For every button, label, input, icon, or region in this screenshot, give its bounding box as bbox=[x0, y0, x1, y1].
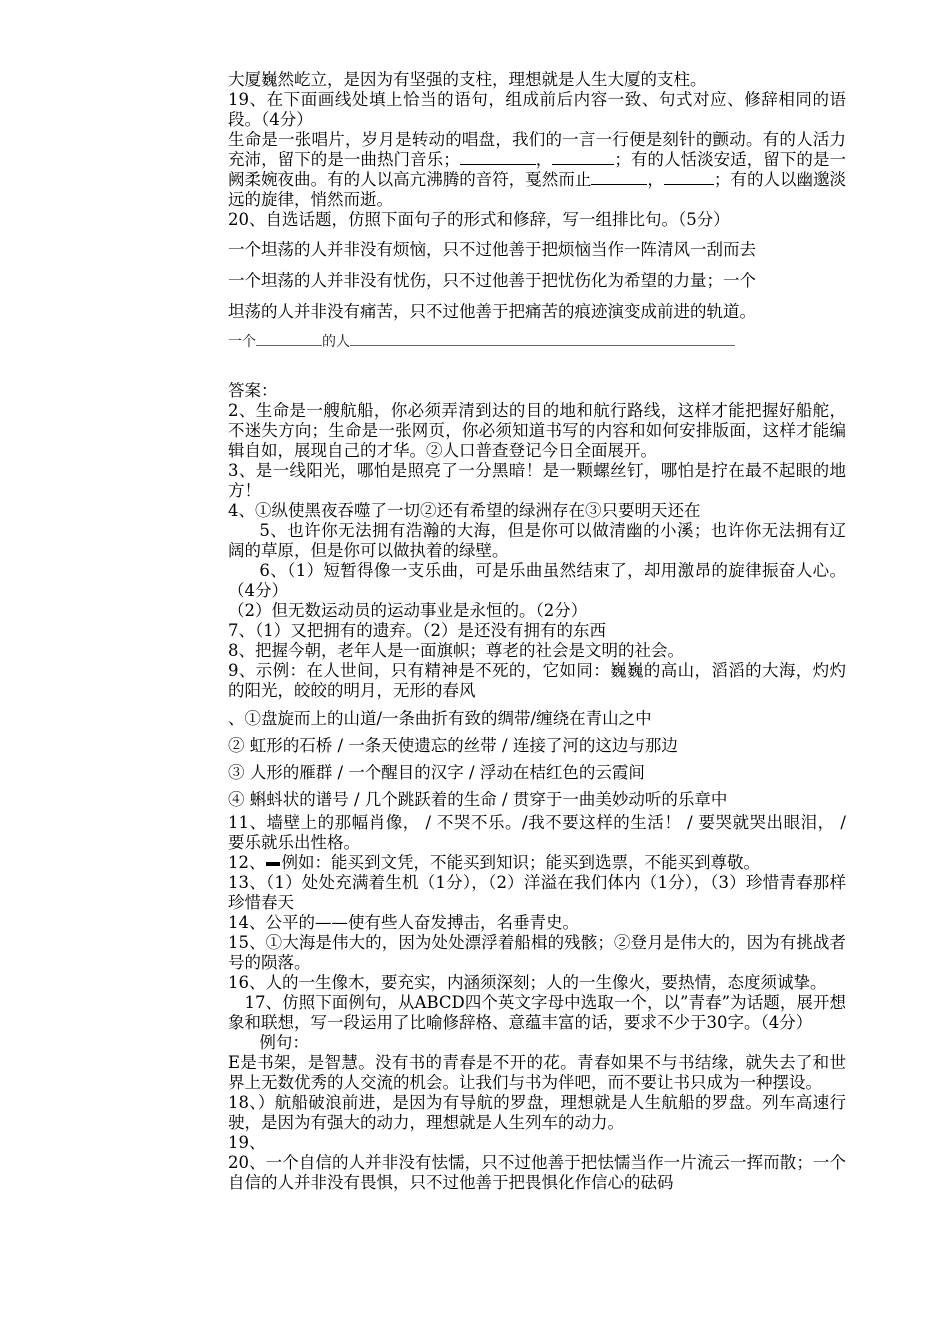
answer-7: 7、（1）又把拥有的遗弃。（2）是还没有拥有的东西 bbox=[228, 621, 606, 640]
q20-title: 20、自选话题，仿照下面句子的形式和修辞，写一组排比句。（5分） bbox=[228, 210, 730, 229]
q19-text-2: ；有的人恬淡安适，留下的是一阙柔婉夜曲。有的人以高亢沸腾的音符，戛然而止 bbox=[228, 150, 847, 189]
answer-14: 14、公平的——使有些人奋发搏击，名垂青史。 bbox=[228, 913, 579, 932]
answer-15: 15、①大海是伟大的，因为处处漂浮着船楫的残骸；②登月是伟大的，因为有挑战者号的陨落。 bbox=[228, 933, 846, 972]
q19-title: 19、在下面画线处填上恰当的语句，组成前后内容一致、句式对应、修辞相同的语段。（4分） bbox=[228, 90, 846, 129]
q20-template bbox=[228, 327, 846, 357]
intro-line: 大厦巍然屹立，是因为有坚强的支柱，理想就是人生大厦的支柱。 bbox=[228, 70, 707, 89]
q20-blank-topic[interactable] bbox=[256, 333, 322, 346]
answer-12 bbox=[228, 853, 846, 873]
q19-text-3: ；有的人以幽邈淡远的旋律，悄然而逝。 bbox=[228, 170, 847, 209]
q20-example-3: 坦荡的人并非没有痛苦，只不过他善于把痛苦的痕迹演变成前进的轨道。 bbox=[228, 302, 756, 321]
document-page bbox=[228, 70, 846, 1193]
answer-13: 13、（1）处处充满着生机（1分），（2）洋溢在我们体内（1分），（3）珍惜青春那样珍惜春天 bbox=[228, 873, 846, 912]
q19-comma-2: ， bbox=[647, 170, 664, 189]
answer-8: 8、把握今朝，老年人是一面旗帜；尊老的社会是文明的社会。 bbox=[228, 641, 684, 660]
q19-blank-3[interactable] bbox=[591, 170, 647, 185]
answer-20: 20、一个自信的人并非没有怯懦，只不过他善于把怯懦当作一片流云一挥而散；一个自信的人并非没有畏惧，只不过他善于把畏惧化作信心的砝码 bbox=[228, 1153, 846, 1192]
answer-9: 9、示例：在人世间，只有精神是不死的，它如同：巍巍的高山，滔滔的大海，灼灼的阳光，皎皎的明月，无形的春风 bbox=[228, 661, 846, 700]
q19-body bbox=[228, 130, 846, 210]
answer-2: 2、生命是一艘航船，你必须弄清到达的目的地和航行路线，这样才能把握好船舵，不迷失方向；生命是一张网页，你必须知道书写的内容和如何安排版面，这样才能编辑自如，展现自己的才华。②人口普查登记今日全面展开。 bbox=[228, 401, 846, 460]
q20-example-2: 一个坦荡的人并非没有忧伤，只不过他善于把忧伤化为希望的力量；一个 bbox=[228, 271, 756, 290]
q20-template-b: 的人 bbox=[322, 334, 350, 350]
answer-12-text: 例如：能买到文凭，不能买到知识；能买到选票，不能买到尊敬。 bbox=[281, 853, 760, 872]
q19-text-1: 生命是一张唱片，岁月是转动的唱盘，我们的一言一行便是刻针的颤动。有的人活力充沛，留下的是一曲热门音乐； bbox=[228, 130, 846, 169]
q20-template-a: 一个 bbox=[228, 334, 256, 350]
q20-blank-sentence[interactable] bbox=[350, 333, 735, 346]
answer-10-line-3: ③ 人形的雁群 / 一个醒目的汉字 / 浮动在桔红色的云霞间 bbox=[228, 763, 645, 782]
answer-12-number: 12、 bbox=[228, 853, 266, 872]
answer-17: 17、仿照下面例句，从ABCD四个英文字母中选取一个，以”青春”为话题，展开想象和联想，写一段运用了比喻修辞格、意蕴丰富的话，要求不少于30字。（4分） bbox=[228, 993, 846, 1032]
q19-blank-2[interactable] bbox=[552, 150, 614, 165]
answer-19: 19、 bbox=[228, 1133, 266, 1152]
answer-10-line-4: ④ 蝌蚪状的谱号 / 几个跳跃着的生命 / 贯穿于一曲美妙动听的乐章中 bbox=[228, 790, 728, 809]
answer-4: 4、①纵使黑夜吞噬了一切②还有希望的绿洲存在③只要明天还在 bbox=[228, 501, 701, 520]
q19-blank-4[interactable] bbox=[664, 170, 714, 185]
answer-5: 5、也许你无法拥有浩瀚的大海，但是你可以做清幽的小溪；也许你无法拥有辽阔的草原，但是你可以做执着的绿壁。 bbox=[228, 521, 846, 560]
answer-3: 3、是一线阳光，哪怕是照亮了一分黑暗！是一颗螺丝钉，哪怕是拧在最不起眼的地方！ bbox=[228, 461, 846, 500]
q19-comma-1: ， bbox=[535, 150, 553, 169]
answers-heading: 答案： bbox=[228, 381, 278, 400]
answer-10-line-2: ② 虹形的石桥 / 一条天使遗忘的丝带 / 连接了河的这边与那边 bbox=[228, 736, 678, 755]
q19-blank-1[interactable] bbox=[460, 150, 536, 165]
answer-10-line-1: 、①盘旋而上的山道/一条曲折有致的绸带/缠绕在青山之中 bbox=[228, 709, 652, 728]
answer-6a: 6、（1）短暂得像一支乐曲，可是乐曲虽然结束了，却用激昂的旋律振奋人心。（4分） bbox=[228, 561, 846, 600]
answer-17-example-label: 例句： bbox=[259, 1033, 309, 1052]
answer-6b: （2）但无数运动员的运动事业是永恒的。（2分） bbox=[228, 601, 588, 620]
answer-17-example: E是书架，是智慧。没有书的青春是不开的花。青春如果不与书结缘，就失去了和世界上无数优秀的人交流的机会。让我们与书为伴吧，而不要让书只成为一种摆设。 bbox=[228, 1053, 846, 1092]
q20-example-1: 一个坦荡的人并非没有烦恼，只不过他善于把烦恼当作一阵清风一刮而去 bbox=[228, 240, 756, 259]
answer-18: 18、）航船破浪前进，是因为有导航的罗盘，理想就是人生航船的罗盘。列车高速行驶，是因为有强大的动力，理想就是人生列车的动力。 bbox=[228, 1093, 846, 1132]
margin-mark bbox=[266, 862, 280, 866]
answer-16: 16、人的一生像木，要充实，内涵须深刻；人的一生像火，要热情，态度须诚挚。 bbox=[228, 973, 827, 992]
answer-11: 11、墙壁上的那幅肖像， / 不哭不乐。/我不要这样的生活！ / 要哭就哭出眼泪， / 要乐就乐出性格。 bbox=[228, 813, 846, 852]
